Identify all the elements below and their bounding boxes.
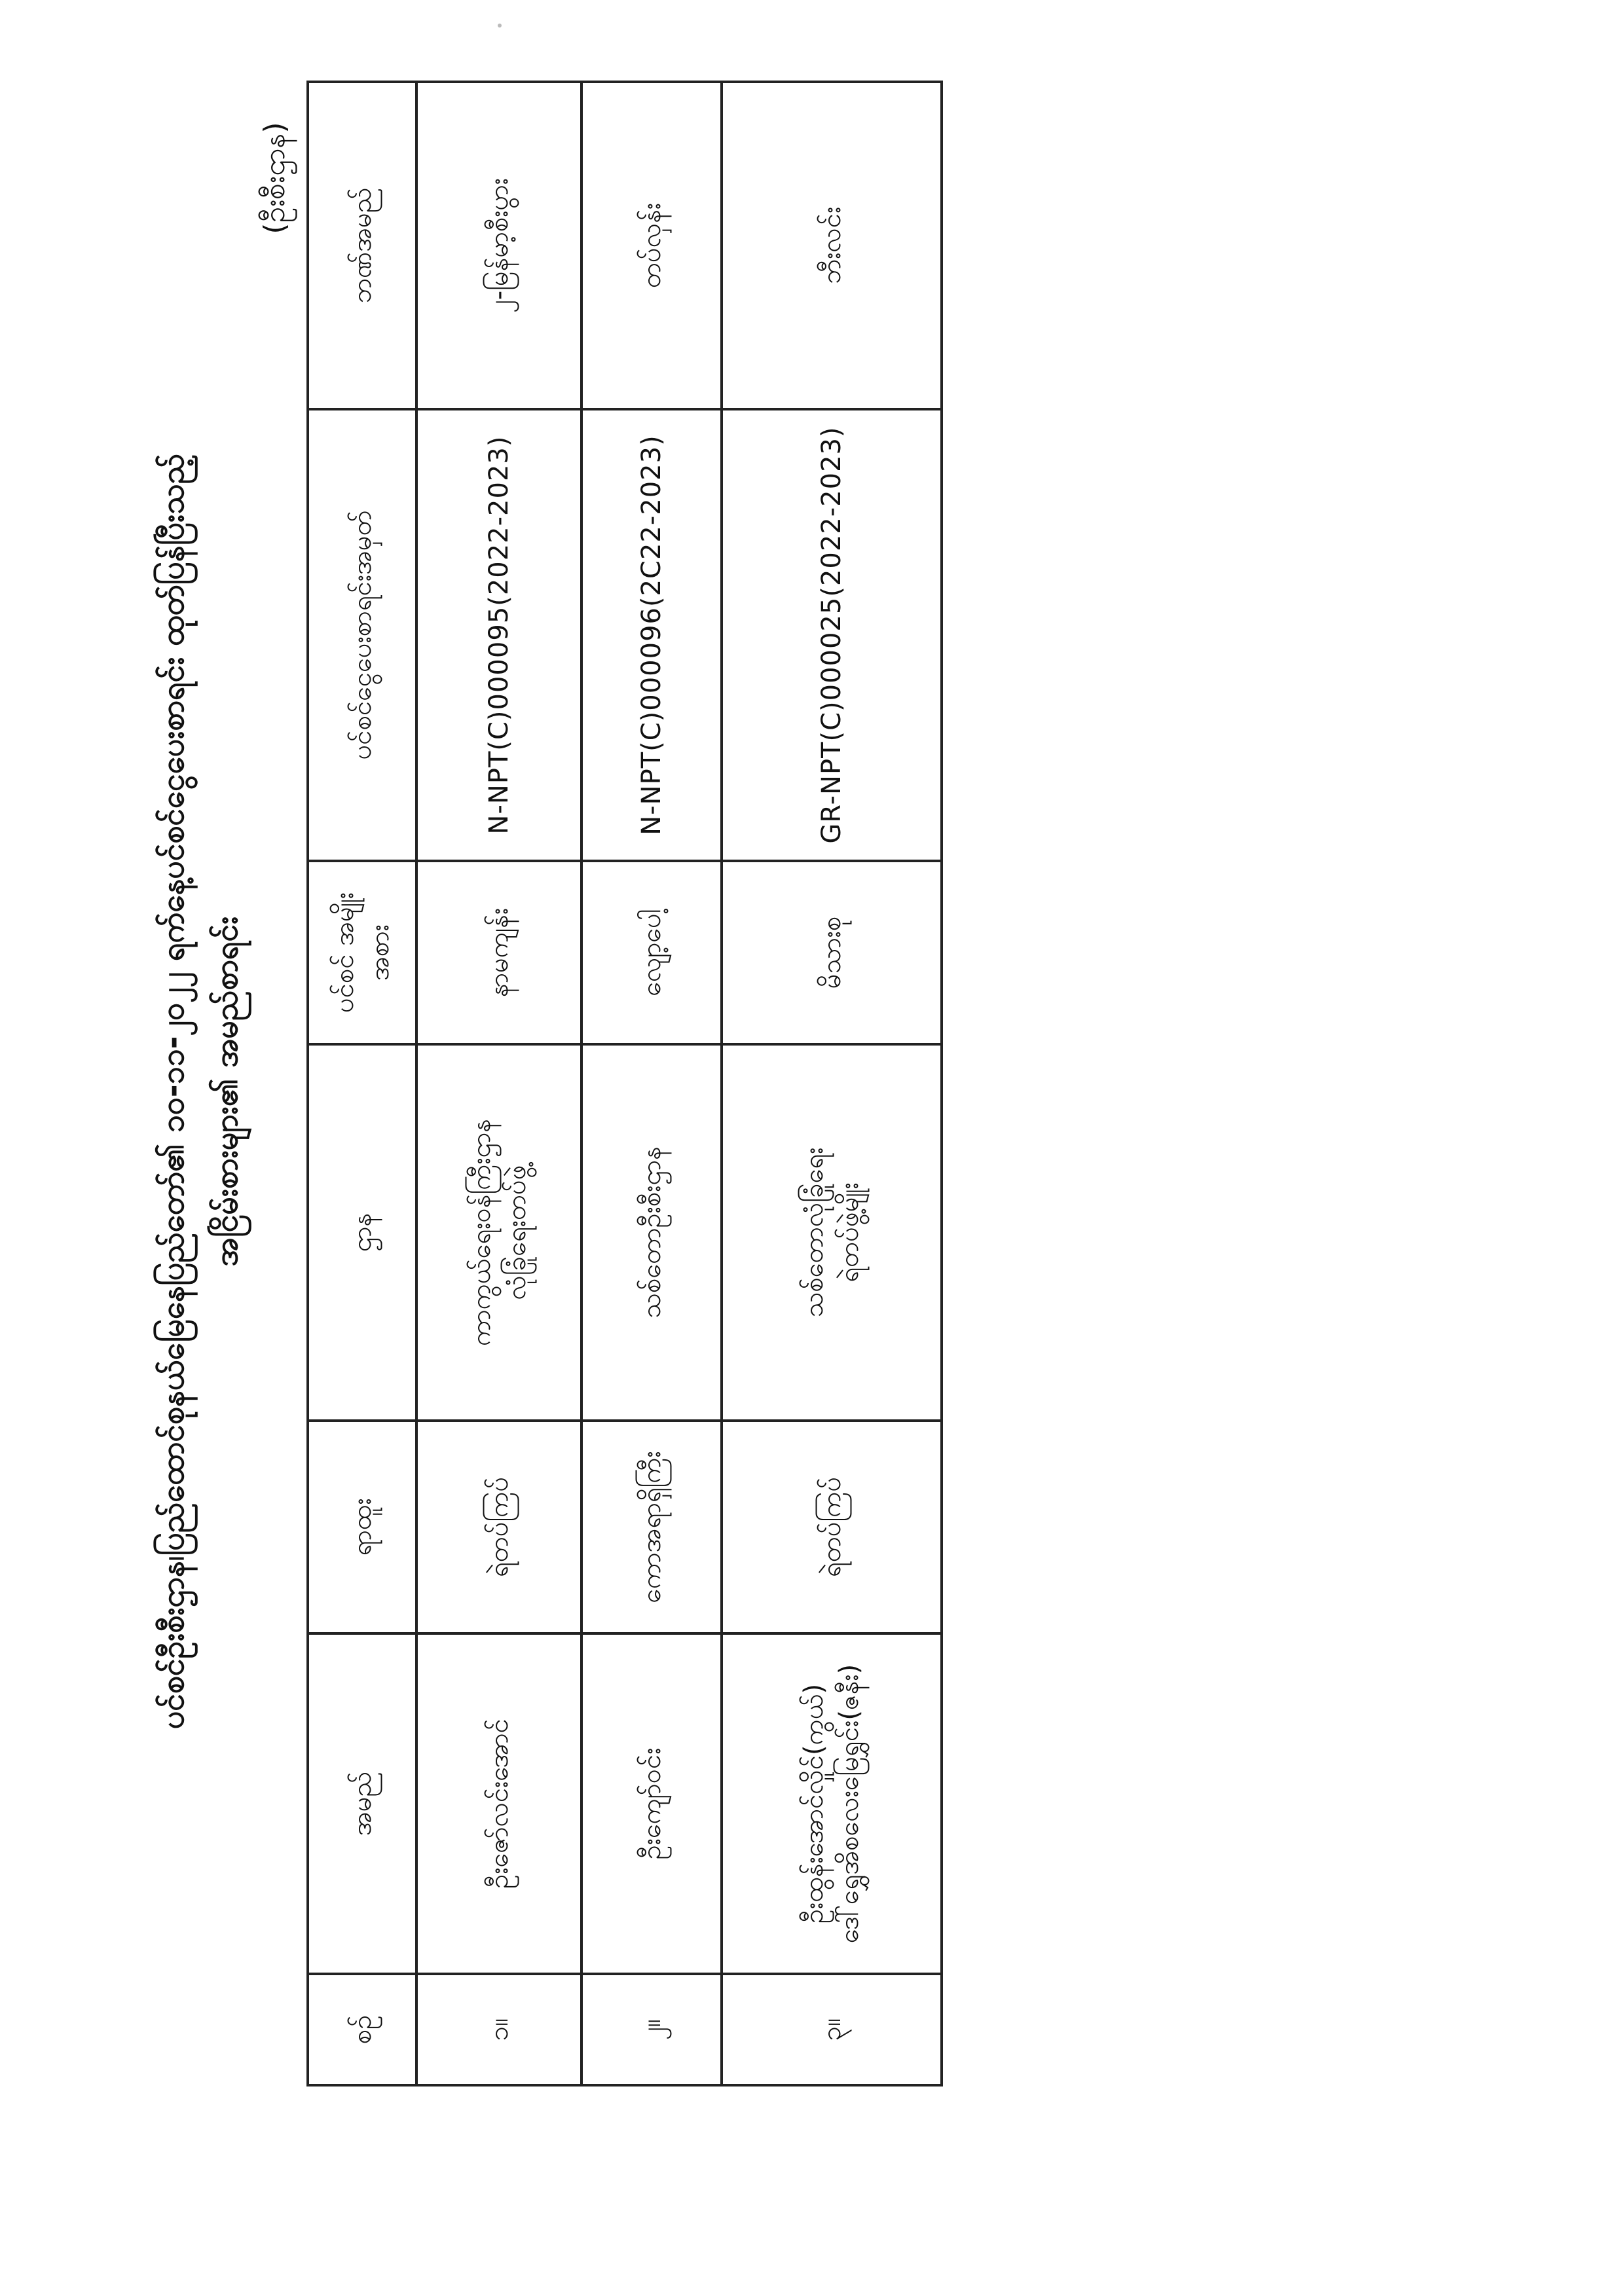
- table-row: [722, 82, 942, 2085]
- cell-ppo-number: GR-NPT(C)000025(2022-2023): [722, 409, 942, 861]
- unit-note: (ဦးစီးဌာန): [258, 122, 291, 234]
- cell-rank: ရဲတပ်ကြပ်: [722, 1421, 942, 1633]
- cell-rank: ရဲတပ်ကြပ်: [416, 1421, 581, 1633]
- cell-ppo-number: N-NPT(C)000096(2C22-2023): [581, 409, 722, 861]
- cell-no: ၃။: [722, 1974, 942, 2085]
- cell-no: ၁။: [416, 1974, 581, 2085]
- cell-name: [722, 1633, 942, 1974]
- cell-rank: ကောအရာရှိကြီး: [581, 1421, 722, 1633]
- cell-no: ၂။: [581, 1974, 722, 2085]
- cell-ppo-number: N-NPT(C)000095(2022-2023): [416, 409, 581, 861]
- cell-bank-name: တပ်လှန်း: [581, 82, 722, 409]
- cell-department: [581, 1044, 722, 1421]
- header-no: စဉ်: [308, 1974, 416, 2085]
- cell-bank-name: ဘီးလင်း: [722, 82, 942, 409]
- table-header-row: [308, 82, 416, 2085]
- cell-bank-name: ၂-မြန်မာ့စီးပွား: [416, 82, 581, 409]
- cell-name: [581, 1633, 722, 1974]
- table-row: [416, 82, 581, 2085]
- cell-department-line-2: ရဲတပ်ဖွဲ့မျိုး: [834, 1182, 864, 1283]
- cell-department-line: ကာကွယ်ရေးဝန်ကြီးဌာန: [466, 1119, 496, 1346]
- document-title-line-2: အငြိမ်းစားများ၏ အမည်စာရင်း: [208, 916, 245, 1267]
- cell-pension-type: မိသားစု: [722, 861, 942, 1044]
- cell-pension-type: လျော့ပေါ့: [581, 861, 722, 1044]
- cell-name: [416, 1633, 581, 1974]
- pension-list-table: [306, 81, 943, 2086]
- cell-department-line: သစ်တောဦးစီးဌာန: [637, 1146, 667, 1319]
- header-department: ဌာန: [308, 1044, 416, 1421]
- header-rank: ရာထူး: [308, 1421, 416, 1633]
- header-ppo-number: ပင်စင်ငွေပေးစာရင်းအမှတ်: [308, 409, 416, 861]
- cell-name-line-2: ဒေါ်ရွှေအိစလေးမြေရွှင်း(ဇနီး): [834, 1664, 864, 1944]
- cell-name-line: ဦးကျော်ဝင်း: [637, 1747, 667, 1860]
- cell-department-line-2: လုံခြုံရေးတပ်ဖွဲ့: [502, 1165, 532, 1300]
- header-bank-name: ဘဏ်အမည်: [308, 82, 416, 409]
- table-row: [581, 82, 722, 2085]
- scan-speck: [498, 24, 502, 27]
- cell-name-line: ဦးဇော်လင်းအောင်: [484, 1719, 514, 1889]
- document-title-line-1: ပင်စင်ဦးစီးဌာန၊ပြည်ထောင်စုနယ်မြေနေပြည်တော်၏ ၁၀-၁၁-၂၀၂၂ ရက်နေ့ပင်စင်ငွေပေးစာရင်း ထုတ်ပြန်ပြီးသည့်: [155, 453, 191, 1730]
- header-pension-type: ပင်စင် အမျိုးအစား: [308, 861, 416, 1044]
- cell-department: [416, 1044, 581, 1421]
- header-name: အမည်: [308, 1633, 416, 1974]
- cell-pension-type: နာမကျန်း: [416, 861, 581, 1044]
- cell-department: [722, 1044, 942, 1421]
- cell-name-line: ဦးထွန်းအောင်လှိုင်(ကွယ်): [799, 1683, 829, 1924]
- cell-department-line: သစ်တောလုံခြုံရေး: [799, 1147, 829, 1318]
